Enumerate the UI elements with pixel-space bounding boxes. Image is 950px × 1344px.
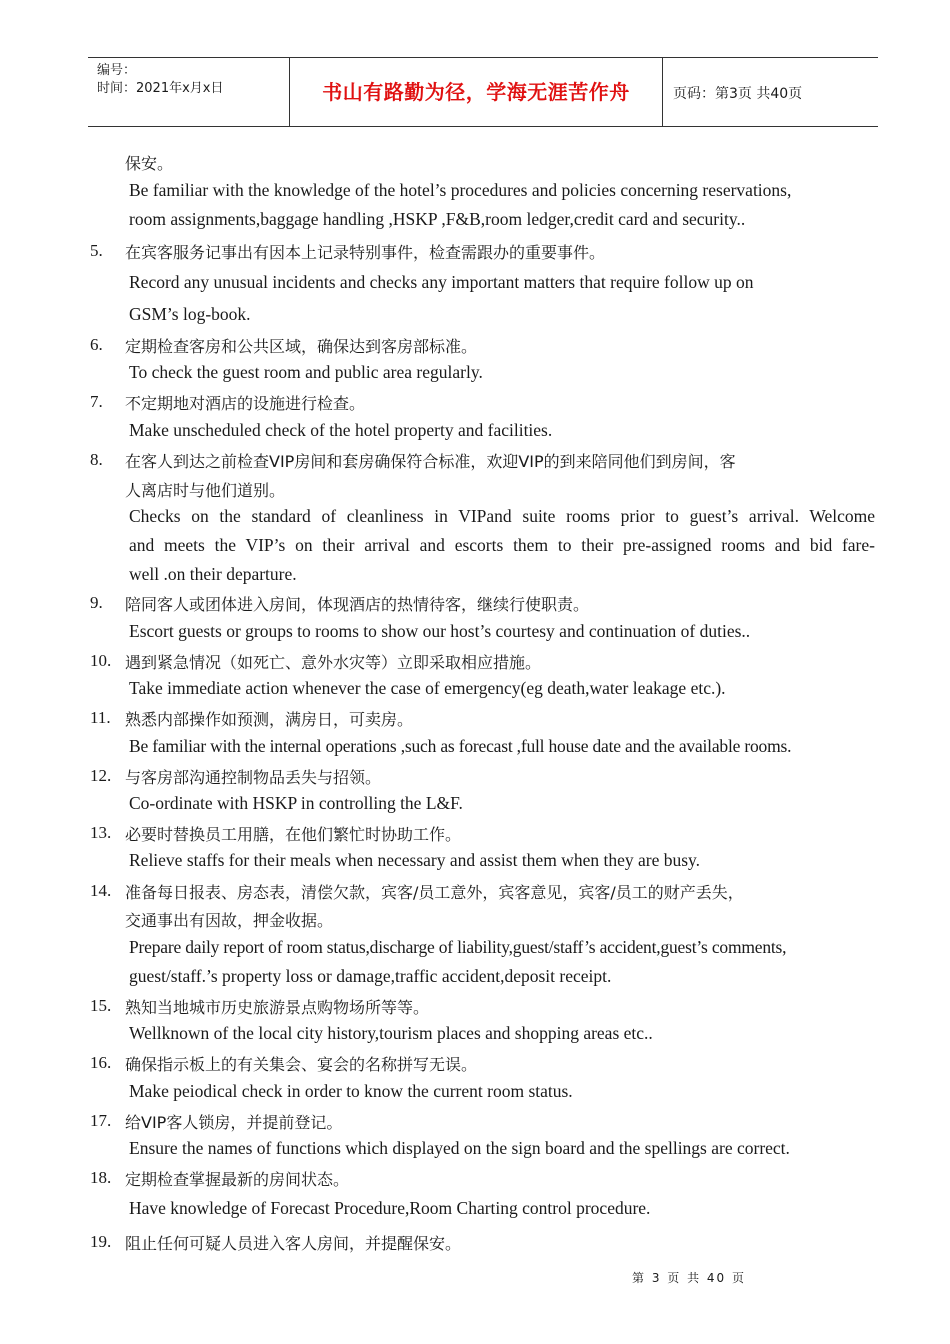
- item-number: 19.: [90, 1232, 112, 1251]
- text-line: To check the guest room and public area regularly.: [129, 362, 483, 382]
- item-number: 14.: [90, 881, 112, 900]
- page-footer: 第 3 页 共 40 页: [632, 1271, 746, 1285]
- item-number: 15.: [90, 996, 112, 1015]
- text-line: Co-ordinate with HSKP in controlling the L&F.: [129, 793, 463, 813]
- text-line: 不定期地对酒店的设施进行检查。: [125, 394, 366, 413]
- item-number: 10.: [90, 651, 112, 670]
- text-line: 熟悉内部操作如预测，满房日，可卖房。: [125, 710, 414, 729]
- item-number: 5.: [90, 241, 103, 260]
- text-line: 定期检查客房和公共区域，确保达到客房部标准。: [125, 337, 478, 356]
- text-line: 必要时替换员工用膳，在他们繁忙时协助工作。: [125, 825, 462, 844]
- item-number: 12.: [90, 766, 112, 785]
- text-line: Take immediate action whenever the case of emergency(eg death,water leakage etc.).: [129, 678, 726, 698]
- header-meta-cell: [88, 58, 290, 126]
- item-number: 6.: [90, 335, 103, 354]
- text-line: Make peiodical check in order to know the current room status.: [129, 1081, 573, 1101]
- text-line: 保安。: [125, 154, 174, 173]
- text-line: 陪同客人或团体进入房间，体现酒店的热情待客，继续行使职责。: [125, 595, 590, 614]
- text-line: 给VIP客人锁房，并提前登记。: [125, 1113, 343, 1132]
- header-page-cell: [663, 58, 878, 126]
- text-line: Make unscheduled check of the hotel property and facilities.: [129, 420, 553, 440]
- item-number: 17.: [90, 1111, 112, 1130]
- code-label: 编号：: [97, 63, 137, 78]
- text-line: guest/staff.’s property loss or damage,traffic accident,deposit receipt.: [129, 966, 612, 986]
- motto: 书山有路勤为径，学海无涯苦作舟: [322, 80, 630, 104]
- item-number: 8.: [90, 450, 103, 469]
- text-line: Ensure the names of functions which displayed on the sign board and the spellings are correct.: [129, 1138, 790, 1158]
- text-line: Escort guests or groups to rooms to show our host’s courtesy and continuation of duties..: [129, 621, 751, 641]
- text-line: Relieve staffs for their meals when necessary and assist them when they are busy.: [129, 850, 701, 870]
- text-line: Be familiar with the knowledge of the hotel’s procedures and policies concerning reservations,: [129, 180, 792, 200]
- text-line: and meets the VIP’s on their arrival and escorts them to their pre-assigned rooms and bid fare-: [129, 535, 875, 555]
- text-line: well .on their departure.: [129, 564, 297, 584]
- text-line: 定期检查掌握最新的房间状态。: [125, 1170, 350, 1189]
- item-number: 16.: [90, 1053, 112, 1072]
- time-label: 时间：2021年x月x日: [97, 81, 224, 96]
- text-line: Checks on the standard of cleanliness in VIPand suite rooms prior to guest’s arrival. Welcome: [129, 506, 875, 526]
- text-line: 人离店时与他们道别。: [125, 481, 286, 500]
- text-line: GSM’s log-book.: [129, 304, 251, 324]
- text-line: Record any unusual incidents and checks any important matters that require follow up on: [129, 272, 754, 292]
- text-line: 交通事出有因故，押金收据。: [125, 911, 334, 930]
- item-number: 11.: [90, 708, 111, 727]
- item-number: 7.: [90, 392, 103, 411]
- text-line: 在客人到达之前检查VIP房间和套房确保符合标准，欢迎VIP的到来陪同他们到房间，客: [125, 452, 736, 471]
- text-line: 熟知当地城市历史旅游景点购物场所等等。: [125, 998, 430, 1017]
- text-line: Have knowledge of Forecast Procedure,Room Charting control procedure.: [129, 1198, 651, 1218]
- text-line: room assignments,baggage handling ,HSKP ,F&B,room ledger,credit card and security..: [129, 209, 746, 229]
- text-line: 与客房部沟通控制物品丢失与招领。: [125, 768, 382, 787]
- text-line: 确保指示板上的有关集会、宴会的名称拼写无误。: [125, 1055, 478, 1074]
- text-line: 在宾客服务记事出有因本上记录特别事件，检查需跟办的重要事件。: [125, 243, 606, 262]
- text-line: 遇到紧急情况（如死亡、意外水灾等）立即采取相应措施。: [125, 653, 542, 672]
- text-line: 阻止任何可疑人员进入客人房间，并提醒保安。: [125, 1234, 462, 1253]
- text-line: 准备每日报表、房态表，清偿欠款，宾客/员工意外，宾客意见，宾客/员工的财产丢失，: [125, 883, 744, 902]
- page-header: [88, 57, 878, 127]
- item-number: 9.: [90, 593, 103, 612]
- text-line: Prepare daily report of room status,discharge of liability,guest/staff’s accident,guest’s comments,: [129, 937, 787, 957]
- text-line: Be familiar with the internal operations ,such as forecast ,full house date and the available rooms.: [129, 736, 792, 756]
- text-line: Wellknown of the local city history,tourism places and shopping areas etc..: [129, 1023, 653, 1043]
- header-motto-cell: [290, 58, 663, 126]
- item-number: 18.: [90, 1168, 112, 1187]
- item-number: 13.: [90, 823, 112, 842]
- page-info: 页码：第3页 共40页: [673, 86, 803, 102]
